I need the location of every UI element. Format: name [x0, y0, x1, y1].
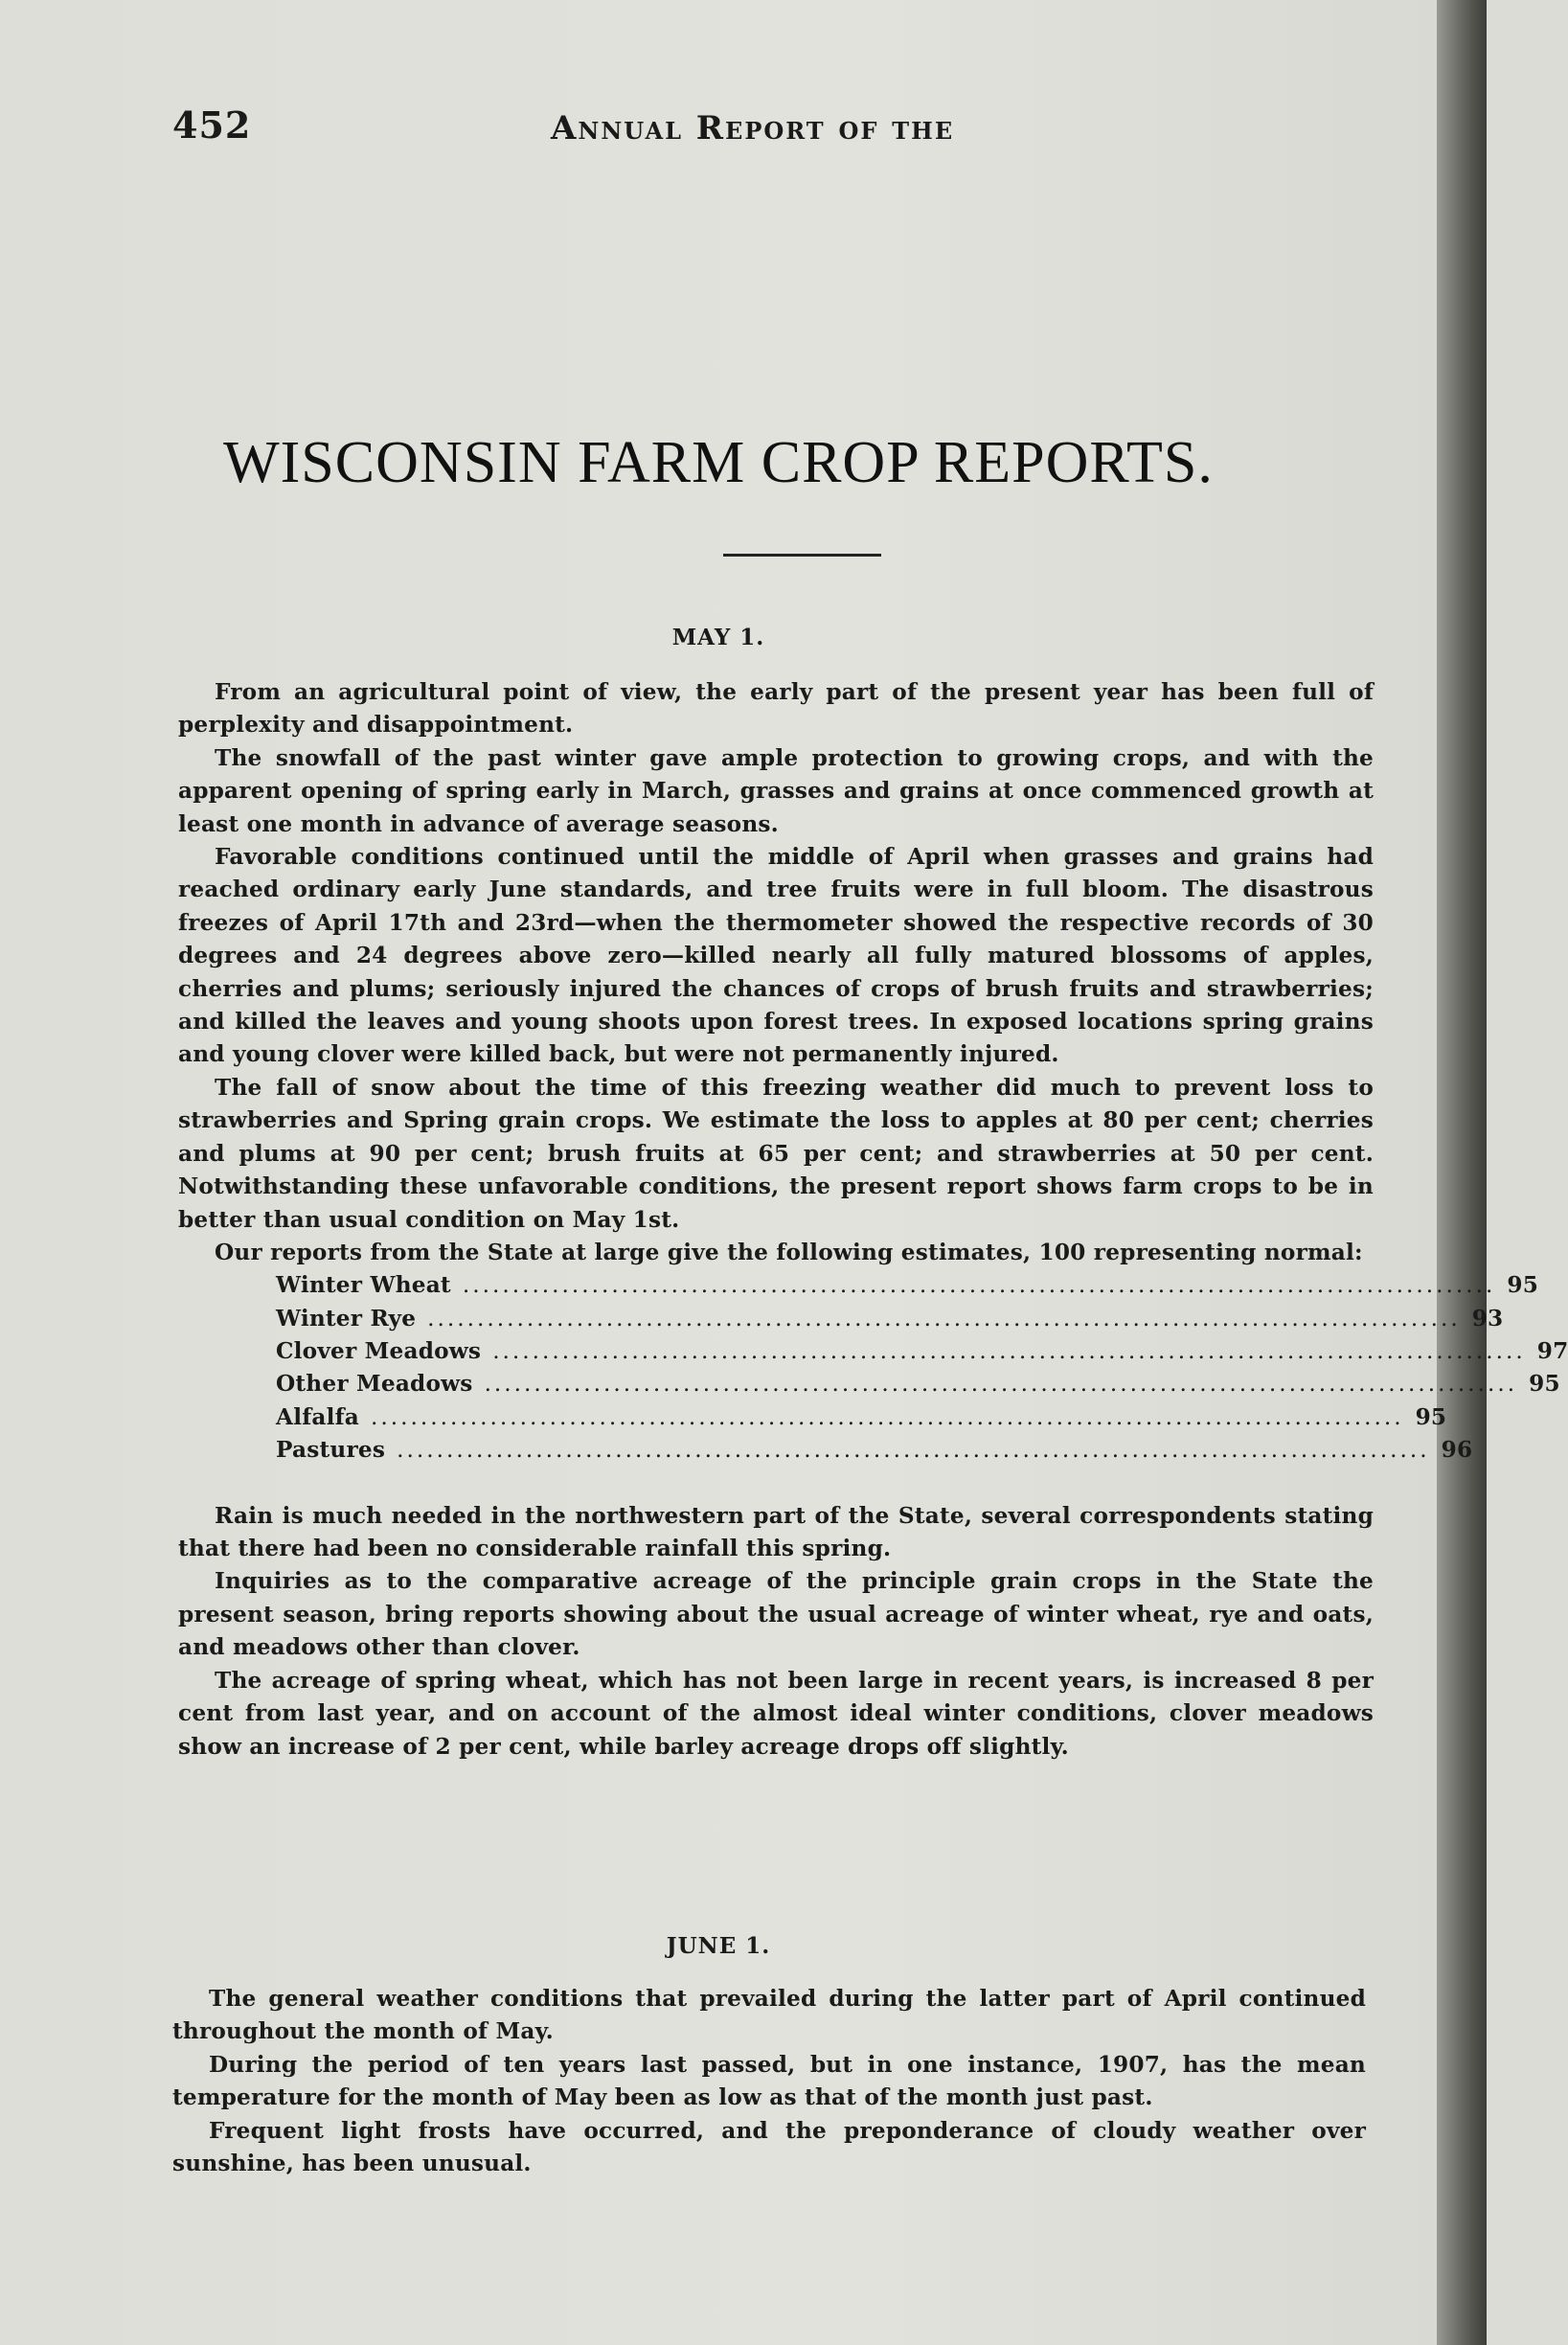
estimate-label: Pastures: [276, 1437, 386, 1464]
estimate-row: [276, 1335, 1568, 1368]
title-rule: [723, 554, 881, 557]
paragraph: The acreage of spring wheat, which has not been large in recent years, is increased 8 per cent from last year, and on account of the almost ideal winter conditions, clover meadows show an increase of 2 per cent, while barley acreage drops off slightly.: [178, 1667, 1374, 1760]
paragraph: Rain is much needed in the northwestern part of the State, several correspondents stating that there had been no considerable rainfall this spring.: [178, 1502, 1374, 1562]
estimate-label: Winter Rye: [276, 1305, 417, 1332]
section-body-june: [172, 1983, 1366, 2180]
estimate-row: [276, 1434, 1473, 1467]
estimate-label: Clover Meadows: [276, 1338, 482, 1365]
paragraph: Inquiries as to the comparative acreage of the principle grain crops in the State the present season, bring reports showing about the usual acreage of winter wheat, rye and oats, and meadows other than clover.: [178, 1568, 1374, 1661]
paragraph: Our reports from the State at large give the following estimates, 100 representing normal:: [215, 1239, 1363, 1265]
section-heading-june: JUNE 1.: [666, 1933, 771, 1959]
estimate-value: 95: [1415, 1403, 1447, 1430]
paragraph: The general weather conditions that prevailed during the latter part of April continued throughout the month of May.: [172, 1986, 1366, 2045]
section-body-may: [178, 676, 1568, 1764]
running-title: Annual Report of the: [551, 109, 955, 148]
estimate-value: 93: [1471, 1305, 1504, 1332]
paragraph: During the period of ten years last passed, but in one instance, 1907, has the mean temperature for the month of May been as low as that of the month just past.: [172, 2051, 1366, 2111]
paragraph: Favorable conditions continued until the middle of April when grasses and grains had reached ordinary early June standards, and tree fruits were in full bloom. The disastrous freezes of April 17th and 23rd—when the thermometer showed the respective records of 30 degrees and 24 degrees above zero—killed nearly all fully matured blossoms of apples, cherries and plums; seriously injured the chances of crops of brush fruits and strawberries; and killed the leaves and young shoots upon forest trees. In exposed locations spring grains and young clover were killed back, but were not permanently injured.: [178, 844, 1374, 1068]
estimate-label: Alfalfa: [276, 1403, 360, 1430]
document-title: WISCONSIN FARM CROP REPORTS.: [223, 430, 1214, 495]
estimate-value: 96: [1441, 1437, 1473, 1464]
leader-dots: ........................................................................................................: [397, 1437, 1430, 1464]
estimates-table: [276, 1269, 1568, 1467]
section-heading-may: MAY 1.: [671, 625, 765, 650]
page-edge-shadow: [1437, 0, 1487, 2345]
estimate-label: Other Meadows: [276, 1371, 473, 1398]
leader-dots: ........................................................................................................: [371, 1403, 1404, 1430]
spacer: [178, 1468, 1374, 1500]
paragraph: The snowfall of the past winter gave ample protection to growing crops, and with the apparent opening of spring early in March, grasses and grains at once commenced growth at least one month in advance of average seasons.: [178, 744, 1374, 837]
estimate-row: [276, 1269, 1539, 1302]
estimate-value: 95: [1529, 1371, 1560, 1398]
paragraph: The fall of snow about the time of this freezing weather did much to prevent loss to strawberries and Spring grain crops. We estimate the loss to apples at 80 per cent; cherries and plums at 90 per cent; brush fruits at 65 per cent; and strawberries at 50 per cent. Notwithstanding these unfavorable conditions, the present report shows farm crops to be in better than usual condition on May 1st.: [178, 1074, 1374, 1233]
estimate-label: Winter Wheat: [276, 1272, 451, 1299]
estimate-value: 97: [1536, 1338, 1568, 1365]
paragraph: From an agricultural point of view, the early part of the present year has been full of perplexity and disappointment.: [178, 679, 1374, 739]
page-header: [172, 103, 1389, 161]
leader-dots: ........................................................................................................: [427, 1305, 1461, 1332]
page-number: 452: [172, 103, 252, 147]
paragraph: Frequent light frosts have occurred, and the preponderance of cloudy weather over sunshine, has been unusual.: [172, 2117, 1366, 2177]
estimate-row: [276, 1303, 1504, 1335]
leader-dots: ........................................................................................................: [462, 1272, 1496, 1299]
estimate-row: [276, 1368, 1560, 1400]
estimate-value: 95: [1507, 1272, 1539, 1299]
estimate-row: [276, 1401, 1447, 1434]
leader-dots: ........................................................................................................: [484, 1371, 1518, 1398]
leader-dots: ........................................................................................................: [492, 1338, 1526, 1365]
